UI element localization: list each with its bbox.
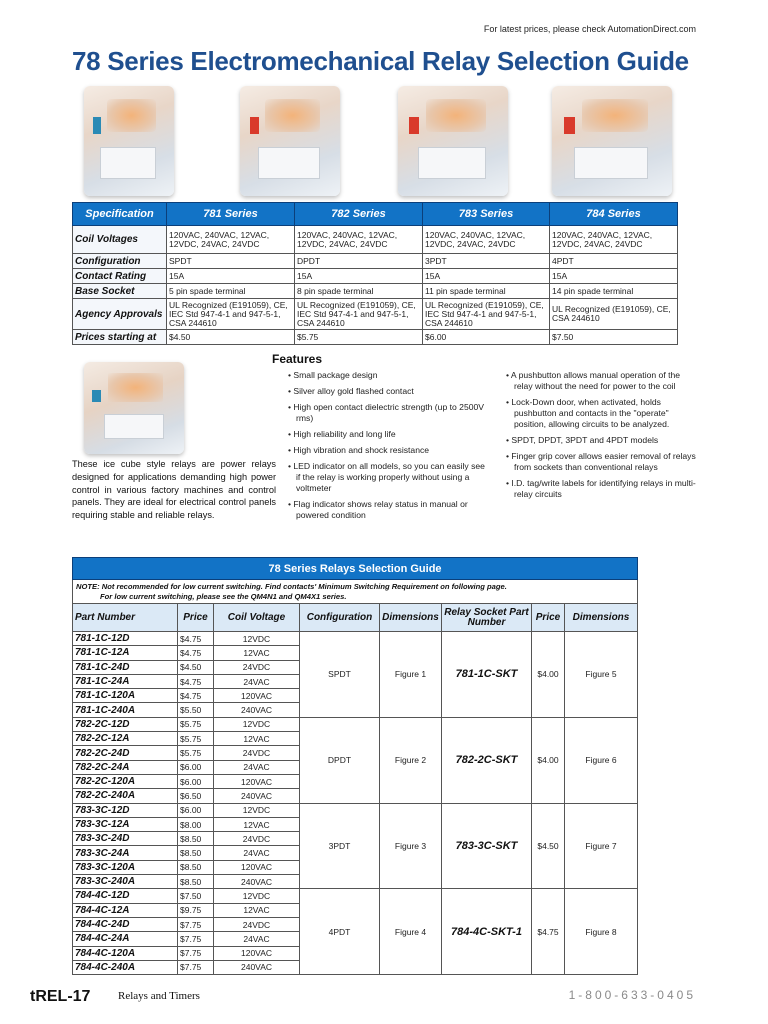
spec-cell: $4.50 [167, 330, 295, 345]
feature-text: SPDT, DPDT, 3PDT and 4PDT models [511, 435, 659, 445]
spec-cell: $6.00 [423, 330, 550, 345]
part-price: $8.50 [178, 832, 214, 846]
part-number: 783-3C-12D [73, 803, 178, 817]
spec-cell: $7.50 [550, 330, 678, 345]
socket-price: $4.00 [532, 632, 565, 718]
part-price: $7.75 [178, 960, 214, 974]
spec-cell: 3PDT [423, 254, 550, 269]
coil-voltage: 12VDC [214, 717, 300, 731]
bullet-icon: • [506, 397, 512, 407]
col-header: Configuration [300, 604, 380, 632]
feature-item [288, 445, 488, 456]
part-number: 783-3C-24A [73, 846, 178, 860]
part-price: $4.75 [178, 689, 214, 703]
coil-voltage: 24VDC [214, 746, 300, 760]
bullet-icon: • [288, 445, 294, 455]
spec-row-label: Contact Rating [73, 269, 167, 284]
spec-cell: 11 pin spade terminal [423, 284, 550, 299]
feature-item [506, 435, 696, 446]
col-header: Dimensions [565, 604, 638, 632]
coil-voltage: 12VAC [214, 903, 300, 917]
part-number: 784-4C-12D [73, 889, 178, 903]
spec-row [73, 299, 678, 330]
spec-header: Specification [73, 203, 167, 226]
part-price: $7.75 [178, 917, 214, 931]
note-line-2: For low current switching, please see the QM4N1 and QM4X1 series. [100, 591, 347, 601]
spec-header: 782 Series [295, 203, 423, 226]
table-row [73, 632, 638, 646]
dimensions: Figure 2 [380, 717, 442, 803]
part-number: 782-2C-24D [73, 746, 178, 760]
dimensions: Figure 1 [380, 632, 442, 718]
feature-text: High reliability and long life [293, 429, 396, 439]
feature-text: A pushbutton allows manual operation of the relay without the need for power to the coil [510, 370, 681, 391]
part-number: 783-3C-12A [73, 817, 178, 831]
coil-voltage: 240VAC [214, 875, 300, 889]
part-price: $4.50 [178, 660, 214, 674]
part-price: $5.75 [178, 746, 214, 760]
note-line-1: NOTE: Not recommended for low current switching. Find contacts' Minimum Switching Requirement on following page. [76, 582, 507, 591]
part-price: $8.00 [178, 817, 214, 831]
spec-cell: 120VAC, 240VAC, 12VAC, 12VDC, 24VAC, 24VDC [295, 226, 423, 254]
part-price: $5.75 [178, 717, 214, 731]
part-price: $8.50 [178, 875, 214, 889]
socket-part-number: 781-1C-SKT [442, 632, 532, 718]
coil-voltage: 24VAC [214, 674, 300, 688]
part-price: $8.50 [178, 860, 214, 874]
spec-row-label: Coil Voltages [73, 226, 167, 254]
spec-cell: 14 pin spade terminal [550, 284, 678, 299]
intro-paragraph: These ice cube style relays are power relays designed for applications demanding high power control in various factory machines and control panels. They are ideal for electrical control panels requiring stable and reliable relays. [72, 459, 276, 521]
phone-number: 1-800-633-0405 [568, 988, 696, 1002]
bullet-icon: • [288, 402, 294, 412]
relay-image-783 [398, 86, 508, 196]
coil-voltage: 120VAC [214, 774, 300, 788]
part-price: $5.50 [178, 703, 214, 717]
part-number: 782-2C-12A [73, 732, 178, 746]
part-price: $6.00 [178, 760, 214, 774]
feature-text: High open contact dielectric strength (up to 2500V rms) [293, 402, 485, 423]
socket-part-number: 784-4C-SKT-1 [442, 889, 532, 975]
spec-row-label: Agency Approvals [73, 299, 167, 330]
part-price: $6.50 [178, 789, 214, 803]
coil-voltage: 240VAC [214, 789, 300, 803]
spec-cell: 15A [550, 269, 678, 284]
socket-price: $4.00 [532, 717, 565, 803]
spec-cell: 120VAC, 240VAC, 12VAC, 12VDC, 24VAC, 24VDC [550, 226, 678, 254]
part-number: 782-2C-24A [73, 760, 178, 774]
features-title: Features [272, 352, 323, 366]
bullet-icon: • [288, 461, 294, 471]
col-header: Relay Socket Part Number [442, 604, 532, 632]
spec-row-label: Base Socket [73, 284, 167, 299]
coil-voltage: 24VDC [214, 660, 300, 674]
spec-header: 783 Series [423, 203, 550, 226]
coil-voltage: 120VAC [214, 860, 300, 874]
spec-header-row [73, 203, 678, 226]
feature-text: Flag indicator shows relay status in manual or powered condition [293, 499, 468, 520]
feature-item [506, 370, 696, 392]
relay-image-781 [84, 86, 174, 196]
socket-part-number: 783-3C-SKT [442, 803, 532, 889]
spec-cell: UL Recognized (E191059), CE, IEC Std 947-4-1 and 947-5-1, CSA 244610 [423, 299, 550, 330]
coil-voltage: 24VAC [214, 846, 300, 860]
feature-text: LED indicator on all models, so you can easily see if the relay is working properly without using a voltmeter [293, 461, 485, 493]
table-row [73, 803, 638, 817]
features-list-2 [506, 370, 696, 505]
feature-text: Lock-Down door, when activated, holds pushbutton and contacts in the "operate" position, allowing circuits to be analyzed. [511, 397, 670, 429]
part-price: $7.50 [178, 889, 214, 903]
dimensions: Figure 4 [380, 889, 442, 975]
part-price: $4.75 [178, 632, 214, 646]
bullet-icon: • [506, 435, 512, 445]
spec-header: 784 Series [550, 203, 678, 226]
configuration: 4PDT [300, 889, 380, 975]
table-row [73, 717, 638, 731]
part-price: $7.75 [178, 946, 214, 960]
coil-voltage: 240VAC [214, 703, 300, 717]
coil-voltage: 12VDC [214, 632, 300, 646]
part-number: 784-4C-240A [73, 960, 178, 974]
selection-title: 78 Series Relays Selection Guide [73, 558, 638, 580]
part-number: 784-4C-24D [73, 917, 178, 931]
part-number: 784-4C-120A [73, 946, 178, 960]
part-number: 783-3C-240A [73, 875, 178, 889]
spec-cell: 4PDT [550, 254, 678, 269]
spec-body [73, 226, 678, 345]
features-list-1 [288, 370, 488, 526]
part-number: 783-3C-120A [73, 860, 178, 874]
feature-text: High vibration and shock resistance [293, 445, 430, 455]
coil-voltage: 120VAC [214, 689, 300, 703]
bullet-icon: • [288, 429, 294, 439]
configuration: SPDT [300, 632, 380, 718]
coil-voltage: 24VAC [214, 760, 300, 774]
coil-voltage: 24VDC [214, 832, 300, 846]
spec-cell: 120VAC, 240VAC, 12VAC, 12VDC, 24VAC, 24VDC [423, 226, 550, 254]
part-price: $8.50 [178, 846, 214, 860]
relay-image-feature [84, 362, 184, 454]
col-header: Part Number [73, 604, 178, 632]
part-price: $4.75 [178, 646, 214, 660]
bullet-icon: • [288, 386, 294, 396]
feature-text: Small package design [293, 370, 378, 380]
part-number: 783-3C-24D [73, 832, 178, 846]
spec-cell: 15A [295, 269, 423, 284]
socket-price: $4.50 [532, 803, 565, 889]
selection-note [73, 580, 638, 604]
feature-item [288, 370, 488, 381]
part-number: 781-1C-120A [73, 689, 178, 703]
section-name: Relays and Timers [118, 990, 200, 1002]
feature-item [288, 429, 488, 440]
page-title: 78 Series Electromechanical Relay Selection Guide [72, 46, 689, 76]
relay-image-784 [552, 86, 672, 196]
configuration: 3PDT [300, 803, 380, 889]
spec-row [73, 254, 678, 269]
socket-dimensions: Figure 6 [565, 717, 638, 803]
bullet-icon: • [506, 370, 511, 380]
spec-table [72, 202, 678, 345]
col-header: Price [532, 604, 565, 632]
coil-voltage: 24VAC [214, 932, 300, 946]
coil-voltage: 12VDC [214, 803, 300, 817]
part-number: 782-2C-240A [73, 789, 178, 803]
spec-cell: 8 pin spade terminal [295, 284, 423, 299]
coil-voltage: 12VAC [214, 817, 300, 831]
part-number: 784-4C-24A [73, 932, 178, 946]
coil-voltage: 12VDC [214, 889, 300, 903]
spec-cell: 15A [167, 269, 295, 284]
spec-cell: 15A [423, 269, 550, 284]
feature-item [506, 397, 696, 430]
coil-voltage: 12VAC [214, 646, 300, 660]
socket-part-number: 782-2C-SKT [442, 717, 532, 803]
feature-text: I.D. tag/write labels for identifying relays in multi-relay circuits [511, 478, 696, 499]
feature-item [288, 386, 488, 397]
col-header: Dimensions [380, 604, 442, 632]
feature-item [506, 451, 696, 473]
feature-item [288, 499, 488, 521]
spec-cell: 5 pin spade terminal [167, 284, 295, 299]
part-price: $6.00 [178, 803, 214, 817]
top-note: For latest prices, please check AutomationDirect.com [483, 24, 696, 34]
relay-image-782 [240, 86, 340, 196]
selection-guide [72, 557, 637, 975]
feature-text: Finger grip cover allows easier removal of relays from sockets than conventional relays [511, 451, 696, 472]
spec-cell: UL Recognized (E191059), CE, CSA 244610 [550, 299, 678, 330]
coil-voltage: 120VAC [214, 946, 300, 960]
part-price: $7.75 [178, 932, 214, 946]
page-code: tREL-17 [30, 988, 91, 1005]
spec-row-label: Prices starting at [73, 330, 167, 345]
col-header: Coil Voltage [214, 604, 300, 632]
part-number: 781-1C-24D [73, 660, 178, 674]
bullet-icon: • [288, 499, 294, 509]
selection-body [73, 632, 638, 975]
part-price: $9.75 [178, 903, 214, 917]
spec-cell: UL Recognized (E191059), CE, IEC Std 947-4-1 and 947-5-1, CSA 244610 [167, 299, 295, 330]
spec-cell: 120VAC, 240VAC, 12VAC, 12VDC, 24VAC, 24VDC [167, 226, 295, 254]
coil-voltage: 12VAC [214, 732, 300, 746]
bullet-icon: • [288, 370, 294, 380]
selection-table [72, 557, 638, 975]
spec-row-label: Configuration [73, 254, 167, 269]
part-number: 781-1C-12A [73, 646, 178, 660]
part-number: 781-1C-12D [73, 632, 178, 646]
socket-dimensions: Figure 5 [565, 632, 638, 718]
part-number: 782-2C-12D [73, 717, 178, 731]
spec-cell: DPDT [295, 254, 423, 269]
bullet-icon: • [506, 478, 512, 488]
part-price: $6.00 [178, 774, 214, 788]
spec-cell: UL Recognized (E191059), CE, IEC Std 947-4-1 and 947-5-1, CSA 244610 [295, 299, 423, 330]
part-number: 781-1C-240A [73, 703, 178, 717]
part-number: 782-2C-120A [73, 774, 178, 788]
selection-header-row [73, 604, 638, 632]
spec-row [73, 226, 678, 254]
spec-row [73, 330, 678, 345]
socket-dimensions: Figure 7 [565, 803, 638, 889]
part-number: 781-1C-24A [73, 674, 178, 688]
dimensions: Figure 3 [380, 803, 442, 889]
spec-header: 781 Series [167, 203, 295, 226]
table-row [73, 889, 638, 903]
feature-text: Silver alloy gold flashed contact [293, 386, 414, 396]
coil-voltage: 240VAC [214, 960, 300, 974]
socket-dimensions: Figure 8 [565, 889, 638, 975]
bullet-icon: • [506, 451, 512, 461]
spec-cell: SPDT [167, 254, 295, 269]
configuration: DPDT [300, 717, 380, 803]
spec-row [73, 269, 678, 284]
spec-cell: $5.75 [295, 330, 423, 345]
col-header: Price [178, 604, 214, 632]
coil-voltage: 24VDC [214, 917, 300, 931]
feature-item [288, 461, 488, 494]
feature-item [288, 402, 488, 424]
spec-row [73, 284, 678, 299]
feature-item [506, 478, 696, 500]
part-price: $5.75 [178, 732, 214, 746]
part-number: 784-4C-12A [73, 903, 178, 917]
part-price: $4.75 [178, 674, 214, 688]
socket-price: $4.75 [532, 889, 565, 975]
